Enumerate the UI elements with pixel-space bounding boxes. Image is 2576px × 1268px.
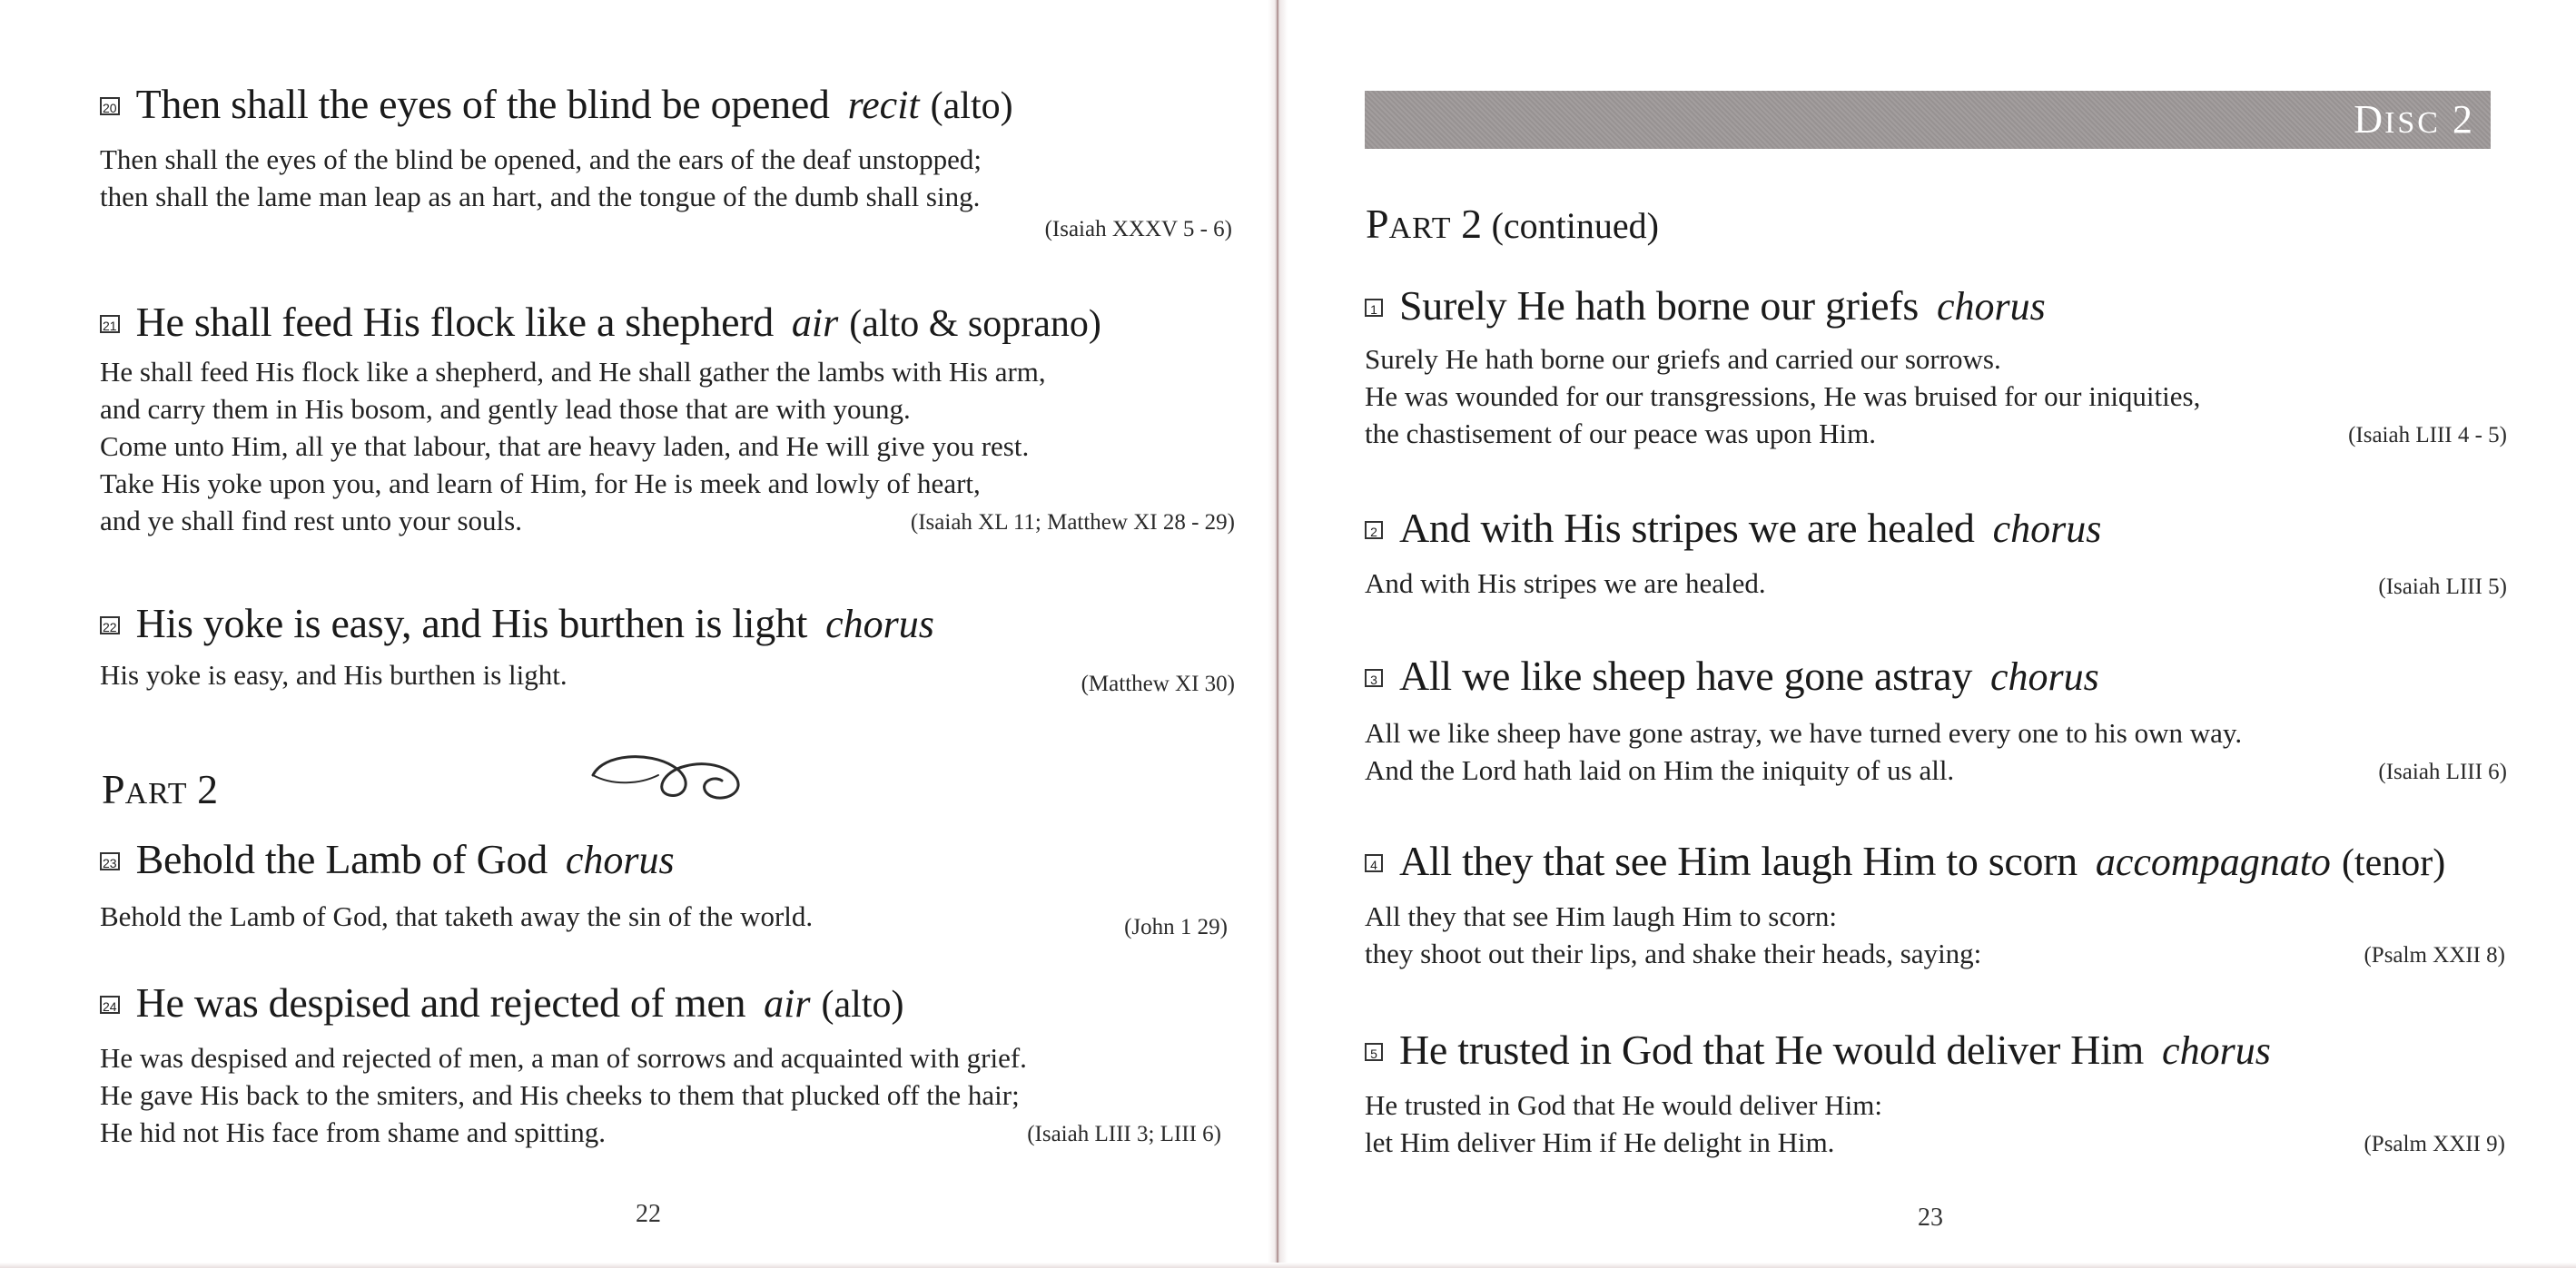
movement-genre: air xyxy=(791,300,839,345)
movement-genre: air xyxy=(764,981,811,1026)
movement-title: He was despised and rejected of men xyxy=(135,979,746,1026)
text-line: His yoke is easy, and His burthen is light. xyxy=(100,659,568,691)
movement-heading xyxy=(100,298,1235,346)
scripture-reference: (Isaiah XL 11; Matthew XI 28 - 29) xyxy=(910,510,1235,535)
text-line: Come unto Him, all ye that labour, that are heavy laden, and He will give you rest. xyxy=(100,430,1030,462)
disc-header-bar xyxy=(1365,91,2491,149)
scripture-reference: (Isaiah LIII 5) xyxy=(2378,575,2507,599)
left-page xyxy=(0,0,1278,1268)
movement-title: Then shall the eyes of the blind be opened xyxy=(135,81,830,127)
text-line: Take His yoke upon you, and learn of Him, for He is meek and lowly of heart, xyxy=(100,467,981,499)
movement-text xyxy=(100,141,1235,242)
disc-label-initial: D xyxy=(2354,97,2385,142)
text-line: He shall feed His flock like a shepherd, and He shall gather the lambs with His arm, xyxy=(100,356,1046,388)
movement-heading xyxy=(100,80,1235,128)
movement-genre: chorus xyxy=(825,602,934,646)
movement-section xyxy=(1365,837,2505,972)
movement-title: Surely He hath borne our griefs xyxy=(1399,282,1919,329)
page-bottom-edge xyxy=(0,1263,2576,1268)
movement-title: His yoke is easy, and His burthen is light xyxy=(135,600,808,646)
movement-genre: accompagnato xyxy=(2095,840,2331,884)
movement-title: All they that see Him laugh Him to scorn xyxy=(1399,838,2078,884)
track-number-box: 3 xyxy=(1365,669,1383,687)
movement-section xyxy=(1365,504,2507,602)
scripture-reference: (Isaiah LIII 6) xyxy=(2378,760,2507,784)
movement-text xyxy=(1365,1086,2505,1161)
scripture-reference: (Psalm XXII 8) xyxy=(2364,943,2505,968)
flourish-ornament xyxy=(586,735,749,808)
text-line: and carry them in His bosom, and gently lead those that are with young. xyxy=(100,393,911,425)
movement-heading xyxy=(100,978,1235,1027)
track-number-box: 2 xyxy=(1365,521,1383,539)
movement-title: He trusted in God that He would deliver Him xyxy=(1399,1027,2145,1073)
text-line: and ye shall find rest unto your souls. xyxy=(100,505,522,536)
movement-title: Behold the Lamb of God xyxy=(135,836,548,882)
scripture-reference: (Matthew XI 30) xyxy=(1081,672,1235,696)
movement-genre: chorus xyxy=(1992,506,2102,551)
text-line: He was despised and rejected of men, a man of sorrows and acquainted with grief. xyxy=(100,1042,1027,1074)
text-line: And with His stripes we are healed. xyxy=(1365,567,1766,599)
movement-text xyxy=(100,656,1235,696)
text-line: then shall the lame man leap as an hart, and the tongue of the dumb shall sing. xyxy=(100,181,981,212)
scripture-reference: (Isaiah LIII 4 - 5) xyxy=(2348,423,2507,447)
movement-text xyxy=(100,1039,1235,1151)
movement-text xyxy=(1365,898,2505,972)
movement-text xyxy=(1365,565,2507,602)
movement-heading xyxy=(1365,504,2500,552)
part-heading-number: 2 xyxy=(1461,201,1483,247)
movement-text xyxy=(1365,714,2507,789)
part-heading-rest: ART xyxy=(124,777,188,811)
text-line: All we like sheep have gone astray, we have turned every one to his own way. xyxy=(1365,717,2243,749)
movement-voice: (alto & soprano) xyxy=(849,303,1101,345)
movement-section xyxy=(1365,1026,2505,1161)
movement-heading xyxy=(100,599,1235,647)
text-line: Surely He hath borne our griefs and carried our sorrows. xyxy=(1365,343,2001,375)
movement-section xyxy=(100,298,1235,539)
disc-label-rest: ISC xyxy=(2384,106,2441,140)
track-number-box: 24 xyxy=(100,996,120,1014)
movement-section xyxy=(100,80,1235,242)
movement-voice: (alto) xyxy=(821,984,904,1026)
track-number-box: 23 xyxy=(100,852,120,870)
text-line: He was wounded for our transgressions, He was bruised for our iniquities, xyxy=(1365,380,2201,412)
text-line: All they that see Him laugh Him to scorn: xyxy=(1365,900,1838,932)
track-number-box: 1 xyxy=(1365,299,1383,317)
text-line: let Him deliver Him if He delight in Him. xyxy=(1365,1126,1835,1158)
movement-genre: chorus xyxy=(565,838,675,882)
movement-section xyxy=(1365,281,2507,452)
scripture-reference: (Psalm XXII 9) xyxy=(2364,1132,2505,1156)
part-heading-number: 2 xyxy=(197,766,219,812)
movement-genre: recit xyxy=(847,83,920,127)
disc-label-number: 2 xyxy=(2453,97,2474,142)
movement-genre: chorus xyxy=(2162,1028,2271,1073)
movement-title: And with His stripes we are healed xyxy=(1399,505,1975,551)
track-number-box: 20 xyxy=(100,97,120,115)
track-number-box: 22 xyxy=(100,616,120,634)
page-number: 23 xyxy=(1918,1204,1943,1232)
movement-heading xyxy=(1365,281,2500,329)
movement-heading xyxy=(1365,1026,2500,1074)
text-line: He gave His back to the smiters, and His cheeks to them that plucked off the hair; xyxy=(100,1079,1020,1111)
movement-heading xyxy=(1365,837,2500,885)
movement-heading xyxy=(1365,652,2500,700)
scripture-reference: (Isaiah LIII 3; LIII 6) xyxy=(1027,1122,1221,1146)
movement-heading xyxy=(100,835,1235,883)
movement-genre: chorus xyxy=(1990,654,2099,699)
movement-title: All we like sheep have gone astray xyxy=(1399,653,1973,699)
movement-text xyxy=(100,353,1235,539)
movement-voice: (tenor) xyxy=(2341,842,2446,884)
part-heading xyxy=(102,765,218,813)
text-line: Behold the Lamb of God, that taketh away the sin of the world. xyxy=(100,900,814,932)
text-line: And the Lord hath laid on Him the iniquity of us all. xyxy=(1365,754,1955,786)
track-number-box: 5 xyxy=(1365,1043,1383,1061)
text-line: the chastisement of our peace was upon Him. xyxy=(1365,418,1876,449)
part-heading-suffix: (continued) xyxy=(1491,205,1659,246)
text-line: they shoot out their lips, and shake their heads, saying: xyxy=(1365,938,1982,969)
disc-label xyxy=(2354,96,2474,143)
text-line: Then shall the eyes of the blind be opened, and the ears of the deaf unstopped; xyxy=(100,143,982,175)
part-heading-rest: ART xyxy=(1388,211,1452,245)
movement-section xyxy=(100,835,1235,939)
text-line: He trusted in God that He would deliver Him: xyxy=(1365,1089,1882,1121)
track-number-box: 21 xyxy=(100,315,120,333)
track-number-box: 4 xyxy=(1365,854,1383,872)
scripture-reference: (John 1 29) xyxy=(1124,915,1228,939)
part-heading-initial: P xyxy=(102,766,125,812)
movement-text xyxy=(1365,340,2507,452)
text-line: He hid not His face from shame and spitting. xyxy=(100,1116,607,1148)
part-heading-initial: P xyxy=(1366,201,1389,247)
part-heading xyxy=(1366,200,1659,248)
movement-section xyxy=(1365,652,2507,789)
movement-section xyxy=(100,599,1235,696)
movement-text xyxy=(100,898,1235,939)
movement-section xyxy=(100,978,1235,1151)
right-page xyxy=(1288,0,2576,1268)
movement-voice: (alto) xyxy=(930,85,1013,127)
page-number: 22 xyxy=(636,1200,661,1228)
movement-title: He shall feed His flock like a shepherd xyxy=(135,299,774,345)
scripture-reference: (Isaiah XXXV 5 - 6) xyxy=(1044,217,1232,241)
movement-genre: chorus xyxy=(1936,284,2046,329)
